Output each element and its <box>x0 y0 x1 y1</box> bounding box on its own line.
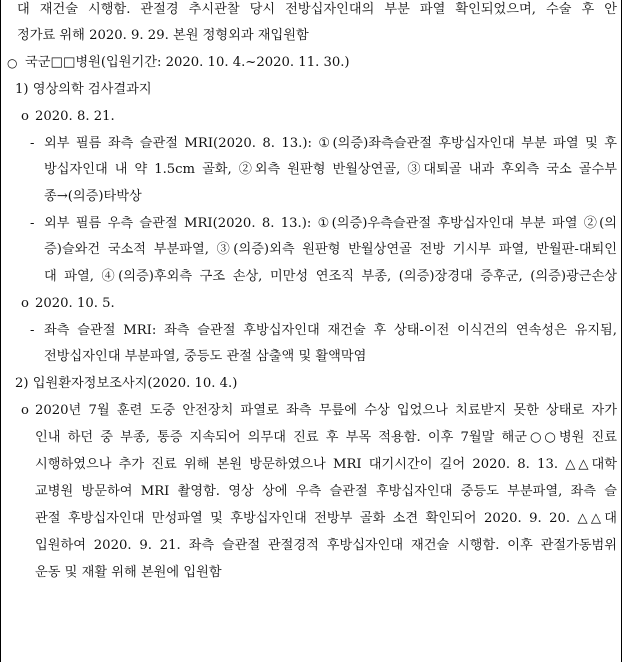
dash-bullet: - <box>30 136 35 151</box>
text-line: 정가료 위해 2020. 9. 29. 본원 정형외과 재입원함 <box>17 28 309 43</box>
text-line: 입원하여 2020. 9. 21. 좌측 슬관절 관절경적 후방십자인대 재건술 시행함. 이후 관절가동범위 <box>35 538 617 553</box>
date-heading: 2020. 8. 21. <box>35 109 115 124</box>
text-line: 대 파열, ④(의증)후외측 구조 손상, 미만성 연조직 부종, (의증)장경대 증후군, (의증)광근손상 <box>44 269 617 284</box>
o-bullet: o <box>21 403 29 418</box>
date-heading: 2020. 10. 5. <box>35 296 115 311</box>
text-line: 교병원 방문하여 MRI 촬영함. 영상 상에 우측 슬관절 후방십자인대 중등도 부분파열, 좌측 슬 <box>35 484 617 499</box>
text-line: 인내 하던 중 부종, 통증 지속되어 의무대 진료 후 부목 적용함. 이후 7월말 해군○○병원 진료 <box>35 430 617 445</box>
text-line: 2020년 7월 훈련 도중 안전장치 파열로 좌측 무릎에 수상 입었으나 치료받지 못한 상태로 자가 <box>35 403 617 418</box>
text-line: 운동 및 재활 위해 본원에 입원함 <box>35 565 222 580</box>
circle-bullet: ○ <box>7 56 18 70</box>
text-line: 전방십자인대 부분파열, 중등도 관절 삼출액 및 활액막염 <box>44 349 367 364</box>
subsection-heading: 2) 입원환자정보조사지(2020. 10. 4.) <box>15 376 238 391</box>
text-line: 시행하였으나 추가 진료 위해 본원 방문하였으나 MRI 대기시간이 길어 2020. 8. 13. △△대학 <box>35 457 617 472</box>
dash-bullet: - <box>30 216 35 231</box>
o-bullet: o <box>21 296 29 311</box>
text-line: 방십자인대 내 약 1.5cm 골화, ②외측 원판형 반월상연골, ③대퇴골 내과 후외측 국소 골수부 <box>44 162 617 177</box>
text-line: 증)슬와건 국소적 부분파열, ③(의증)외측 원판형 반월상연골 전방 기시부 파열, 반월판-대퇴인 <box>44 242 617 257</box>
section-heading: 국군□□병원(입원기간: 2020. 10. 4.~2020. 11. 30.) <box>25 55 350 70</box>
subsection-heading: 1) 영상의학 검사결과지 <box>15 82 152 97</box>
text-line: 외부 필름 우측 슬관절 MRI(2020. 8. 13.): ①(의증)우측슬관절 후방십자인대 부분 파열 ②(의 <box>44 216 617 231</box>
dash-bullet: - <box>30 323 35 338</box>
text-line: 대 재건술 시행함. 관절경 추시관찰 당시 전방십자인대의 부분 파열 확인되었으며, 수술 후 안 <box>17 2 617 17</box>
text-line: 종→(의증)타박상 <box>44 189 142 204</box>
text-line: 관절 후방십자인대 만성파열 및 후방십자인대 전방부 골화 소견 확인되어 2020. 9. 20. △△대 <box>35 511 617 526</box>
o-bullet: o <box>21 109 29 124</box>
text-line: 외부 필름 좌측 슬관절 MRI(2020. 8. 13.): ①(의증)좌측슬관절 후방십자인대 부분 파열 및 후 <box>44 136 617 151</box>
text-line: 좌측 슬관절 MRI: 좌측 슬관절 후방십자인대 재건술 후 상태-이전 이식건의 연속성은 유지됨, <box>44 323 617 338</box>
